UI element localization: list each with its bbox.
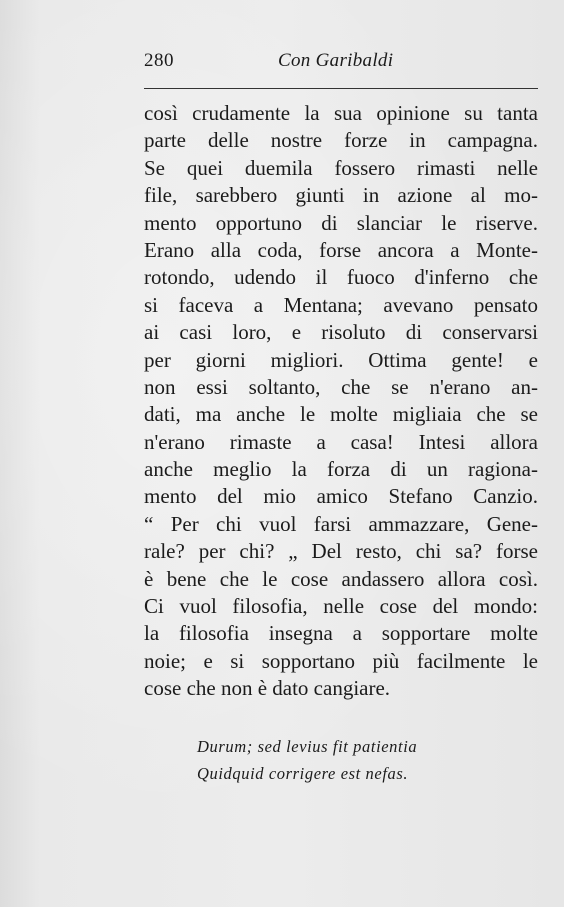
text-line: si faceva a Mentana; avevano pensato: [144, 292, 538, 317]
text-line: dati, ma anche le molte migliaia che se: [144, 402, 538, 427]
text-line: mento opportuno di slanciar le riserve.: [144, 210, 538, 235]
epigraph: [197, 733, 497, 787]
text-line: non essi soltanto, che se n'erano an-: [144, 374, 538, 399]
text-line: così crudamente la sua opinione su tanta: [144, 101, 538, 125]
header-rule: [144, 88, 538, 89]
text-line: la filosofia insegna a sopportare molte: [144, 621, 538, 646]
text-line: noie; e si sopportano più facilmente le: [144, 648, 538, 673]
running-head: Con Garibaldi: [278, 50, 394, 71]
text-line: anche meglio la forza di un ragiona-: [144, 457, 538, 482]
text-line: n'erano rimaste a casa! Intesi allora: [144, 429, 538, 454]
text-line: file, sarebbero giunti in azione al mo-: [144, 183, 538, 208]
text-line: “ Per chi vuol farsi ammazzare, Gene-: [144, 511, 538, 536]
text-line: ai casi loro, e risoluto di conservarsi: [144, 320, 538, 345]
body-text: [144, 100, 538, 703]
text-line: Ci vuol filosofia, nelle cose del mondo:: [144, 594, 538, 619]
text-line: cose che non è dato cangiare.: [144, 676, 391, 701]
text-line: rotondo, udendo il fuoco d'inferno che: [144, 265, 538, 290]
text-line: Se quei duemila fossero rimasti nelle: [144, 155, 538, 180]
text-line: per giorni migliori. Ottima gente! e: [144, 347, 538, 372]
text-line: è bene che le cose andassero allora così.: [144, 566, 538, 591]
epigraph-line: Quidquid corrigere est nefas.: [197, 764, 409, 783]
page-header: [144, 50, 538, 74]
text-line: Erano alla coda, forse ancora a Monte-: [144, 237, 538, 262]
text-line: rale? per chi? „ Del resto, chi sa? forse: [144, 539, 538, 564]
text-line: mento del mio amico Stefano Canzio.: [144, 484, 538, 509]
page-number: 280: [144, 50, 174, 71]
text-line: parte delle nostre forze in campagna.: [144, 128, 538, 153]
epigraph-line: Durum; sed levius fit patientia: [197, 737, 418, 756]
